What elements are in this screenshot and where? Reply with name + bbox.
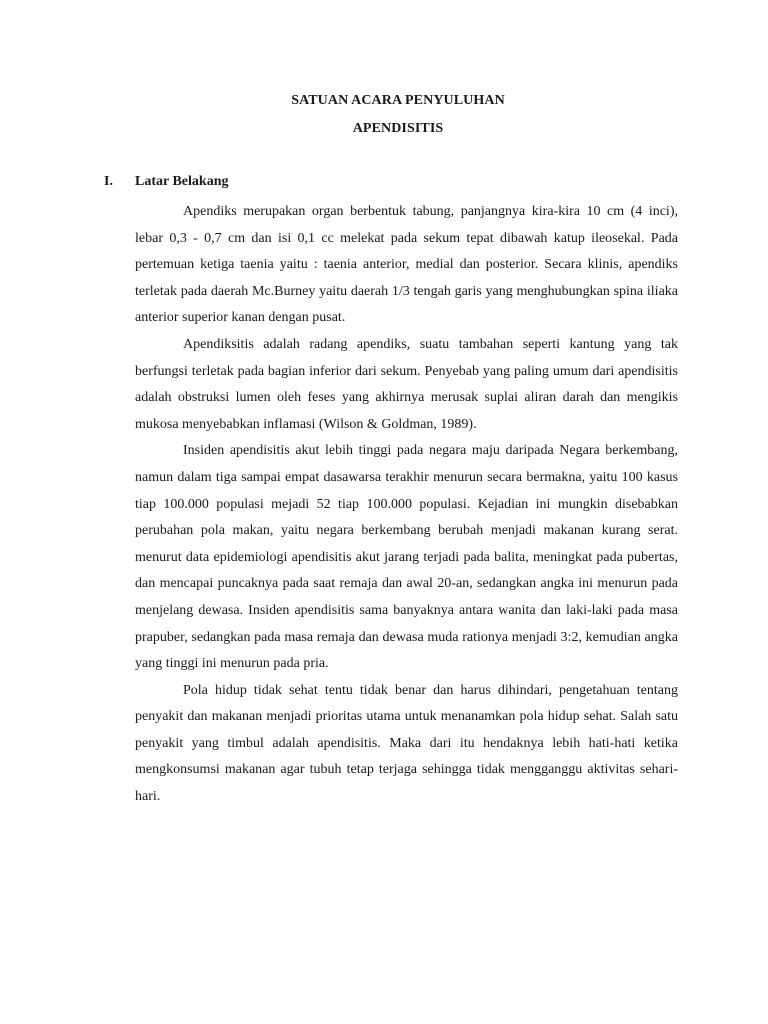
section-heading [104,174,228,190]
section-body [135,199,678,811]
paragraph: Apendiksitis adalah radang apendiks, suatu tambahan seperti kantung yang tak berfungsi terletak pada bagian inferior dari sekum. Penyebab yang paling umum dari apendisitis adalah obstruksi lumen oleh feses yang akhirnya merusak suplai aliran darah dan mengikis mukosa menyebabkan inflamasi (Wilson & Goldman, 1989). [135,336,678,432]
paragraph: Pola hidup tidak sehat tentu tidak benar dan harus dihindari, pengetahuan tentang penyakit dan makanan menjadi prioritas utama untuk menanamkan pola hidup sehat. Salah satu penyakit yang timbul adalah apendisitis. Maka dari itu hendaknya lebih hati-hati ketika mengkonsumsi makanan agar tubuh tetap terjaga sehingga tidak mengganggu aktivitas sehari-hari. [135,682,678,805]
section-title: Latar Belakang [135,174,229,189]
document-subtitle: APENDISITIS [352,121,444,136]
document-title: SATUAN ACARA PENYULUHAN [291,93,505,108]
section-number: I. [104,174,113,189]
paragraph: Apendiks merupakan organ berbentuk tabung, panjangnya kira-kira 10 cm (4 inci), lebar 0,3 - 0,7 cm dan isi 0,1 cc melekat pada sekum tepat dibawah katup ileosekal. Pada pertemuan ketiga taenia yaitu : taenia anterior, medial dan posterior. Secara klinis, apendiks terletak pada daerah Mc.Burney yaitu daerah 1/3 tengah garis yang menghubungkan spina iliaka anterior superior kanan dengan pusat. [135,204,678,326]
paragraph: Insiden apendisitis akut lebih tinggi pada negara maju daripada Negara berkembang, namun dalam tiga sampai empat dasawarsa terakhir menurun secara bermakna, yaitu 100 kasus tiap 100.000 populasi mejadi 52 tiap 100.000 populasi. Kejadian ini mungkin disebabkan perubahan pola makan, yaitu negara berkembang berubah menjadi makanan kurang serat. menurut data epidemiologi apendisitis akut jarang terjadi pada balita, meningkat pada pubertas, dan mencapai puncaknya pada saat remaja dan awal 20-an, sedangkan angka ini menurun pada menjelang dewasa. Insiden apendisitis sama banyaknya antara wanita dan laki-laki pada masa prapuber, sedangkan pada masa remaja dan dewasa muda rationya menjadi 3:2, kemudian angka yang tinggi ini menurun pada pria. [135,443,678,672]
